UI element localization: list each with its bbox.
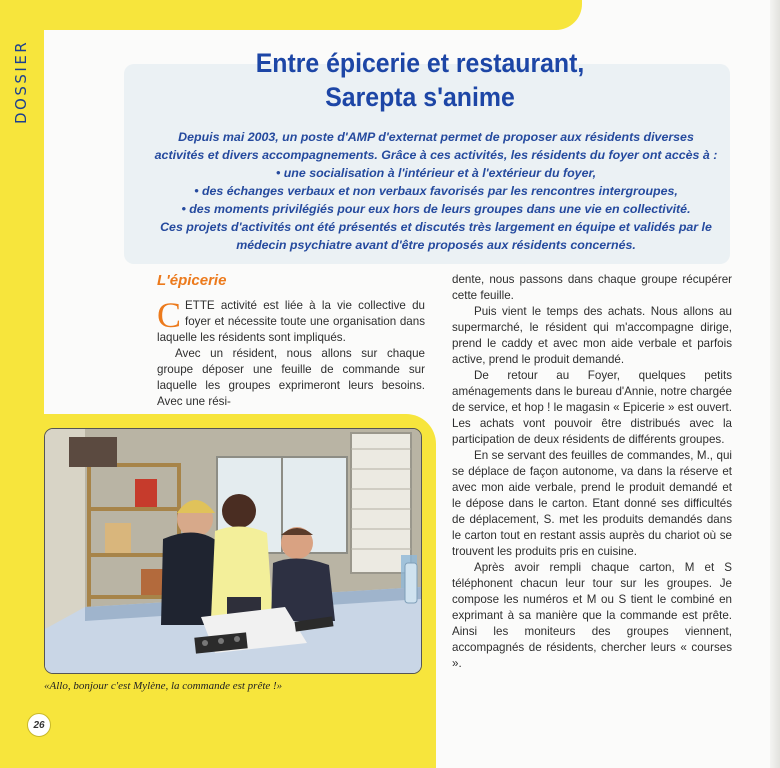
intro-line: Ces projets d'activités ont été présentés et discutés très largement en équipe et validés par le [160, 220, 712, 234]
paragraph: En se servant des feuilles de commandes, M., qui se déplace de façon autonome, va dans la réserve et avec mon aide verbale, prend le produit demandé et le dépose dans le carton. Etant donné ses difficultés de déplacement, S. met les produits demandés dans le carton tout en restant assis auprès du chariot où se trouvent les produits pris en cuisine. [452, 449, 732, 558]
section-heading: L'épicerie [157, 272, 227, 289]
article-column-1 [157, 295, 425, 410]
intro-paragraph [136, 128, 736, 254]
title-line-1: Entre épicerie et restaurant, [255, 48, 585, 78]
drop-cap: C [157, 295, 182, 335]
article-photo [44, 428, 422, 674]
paragraph-text: activité est liée à la vie collective du foyer et nécessite toute une organisation dans laquelle les résidents sont impliqués. [157, 299, 425, 344]
intro-bullet: • une socialisation à l'intérieur et à l'extérieur du foyer, [275, 166, 597, 180]
section-label: DOSSIER [12, 39, 30, 124]
intro-bullet: • des échanges verbaux et non verbaux favorisés par les rencontres intergroupes, [194, 184, 678, 198]
paragraph: Puis vient le temps des achats. Nous allons au supermarché, le résident qui m'accompagne dirige, prend le caddy et avec mon aide verbale et parfois active, prend le produit demandé. [452, 305, 732, 366]
intro-line: activités et divers accompagnements. Grâce à ces activités, les résidents du foyer ont accès à : [154, 148, 718, 162]
paragraph: Après avoir rempli chaque carton, M et S téléphonent chacun leur tour sur les groupes. Je compose les numéros et M ou S tient le combiné en exprimant à sa manière que la commande est prête. Ainsi les moniteurs des groupes viennent, accompagnés de résidents, chercher leurs « courses ». [452, 561, 732, 670]
paragraph: De retour au Foyer, quelques petits aménagements dans le bureau d'Annie, notre chargée de service, et hop ! le magasin « Epicerie » est ouvert. Les achats vont pouvoir être distribués avec la participation de deux résidents de différents groupes. [452, 369, 732, 446]
article-title [172, 46, 669, 114]
yellow-top-band [0, 0, 582, 30]
paragraph: dente, nous passons dans chaque groupe récupérer cette feuille. [452, 273, 732, 302]
paragraph [157, 295, 425, 346]
title-line-2: Sarepta s'anime [325, 82, 515, 112]
photo-illustration [45, 429, 421, 673]
article-column-2 [452, 272, 732, 672]
intro-line: Depuis mai 2003, un poste d'AMP d'externat permet de proposer aux résidents diverses [178, 130, 694, 144]
intro-bullet: • des moments privilégiés pour eux hors de leurs groupes dans une vie en collectivité. [181, 202, 691, 216]
intro-line: médecin psychiatre avant d'être proposés aux résidents concernés. [236, 238, 636, 252]
paragraph: Avec un résident, nous allons sur chaque groupe déposer une feuille de commande sur laquelle les groupes exprimeront leurs besoins. Avec une rési- [157, 347, 425, 408]
page-number: 26 [33, 719, 45, 731]
photo-caption: «Allo, bonjour c'est Mylène, la commande est prête !» [44, 680, 283, 692]
page-edge-shadow [770, 0, 780, 768]
small-caps-lead: ETTE [185, 299, 215, 312]
page-number-badge [27, 713, 51, 737]
